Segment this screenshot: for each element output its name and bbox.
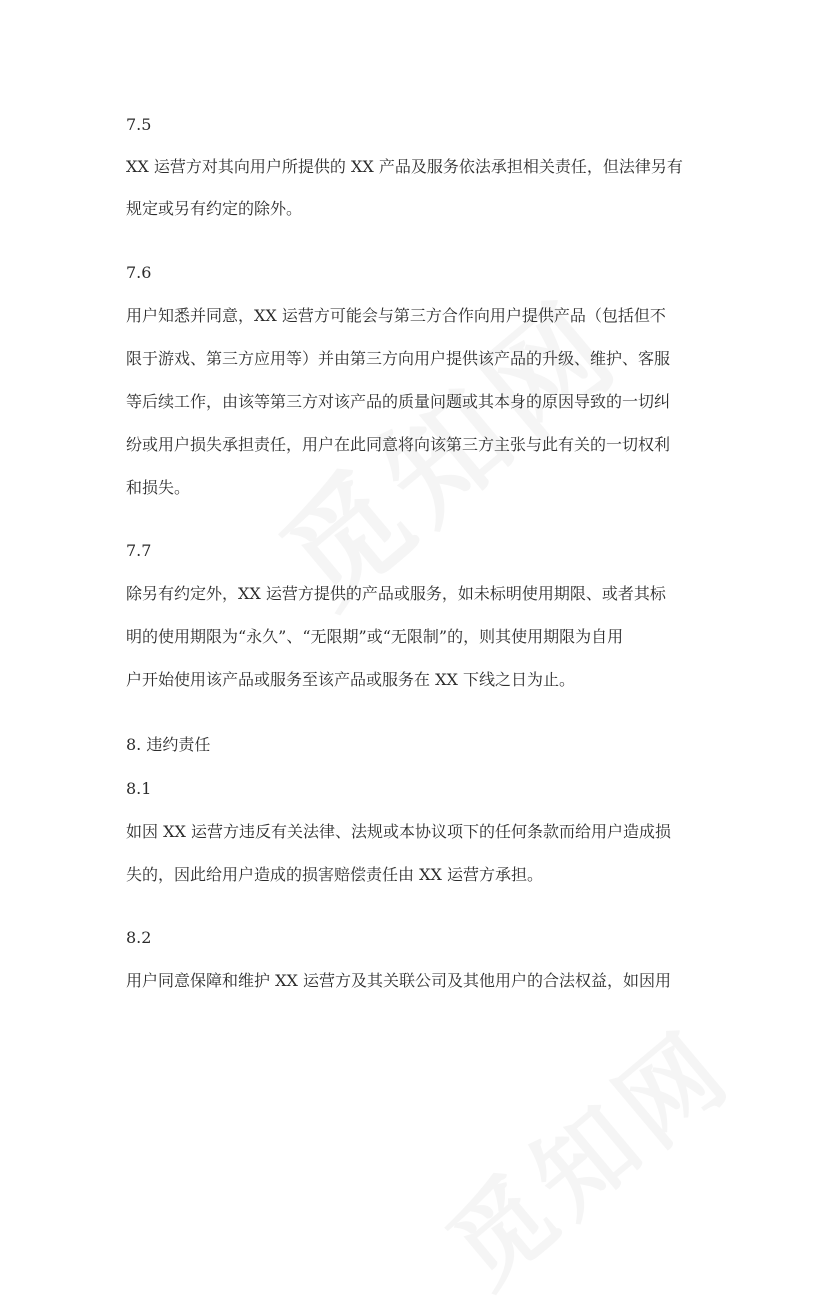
- paragraph-line: 规定或另有约定的除外。: [126, 199, 303, 218]
- paragraph-line: 明的使用期限为“永久”、“无限期”或“无限制”的，则其使用期限为自用: [126, 627, 624, 646]
- section-number: 7.5: [126, 115, 152, 134]
- watermark: [412, 991, 757, 1313]
- section-number: 8.1: [126, 779, 152, 798]
- paragraph-line: 限于游戏、第三方应用等）并由第三方向用户提供该产品的升级、维护、客服: [126, 349, 671, 368]
- section-number: 8.2: [126, 928, 152, 947]
- paragraph-line: 等后续工作，由该等第三方对该产品的质量问题或其本身的原因导致的一切纠: [126, 392, 671, 411]
- paragraph-line: 和损失。: [126, 478, 191, 497]
- paragraph-line: 用户知悉并同意，XX 运营方可能会与第三方合作向用户提供产品（包括但不: [126, 306, 666, 325]
- paragraph-line: 失的，因此给用户造成的损害赔偿责任由 XX 运营方承担。: [126, 865, 543, 884]
- paragraph-line: 户开始使用该产品或服务至该产品或服务在 XX 下线之日为止。: [126, 670, 575, 689]
- paragraph-line: 如因 XX 运营方违反有关法律、法规或本协议项下的任何条款而给用户造成损: [126, 822, 671, 841]
- paragraph-line: 除另有约定外，XX 运营方提供的产品或服务，如未标明使用期限、或者其标: [126, 584, 666, 603]
- section-number: 7.6: [126, 263, 152, 282]
- section-number: 7.7: [126, 541, 152, 560]
- paragraph-line: 纷或用户损失承担责任，用户在此同意将向该第三方主张与此有关的一切权利: [126, 435, 671, 454]
- paragraph-line: 用户同意保障和维护 XX 运营方及其关联公司及其他用户的合法权益，如因用: [126, 971, 671, 990]
- section-heading: 8. 违约责任: [126, 735, 211, 754]
- paragraph-line: XX 运营方对其向用户所提供的 XX 产品及服务依法承担相关责任，但法律另有: [126, 157, 683, 176]
